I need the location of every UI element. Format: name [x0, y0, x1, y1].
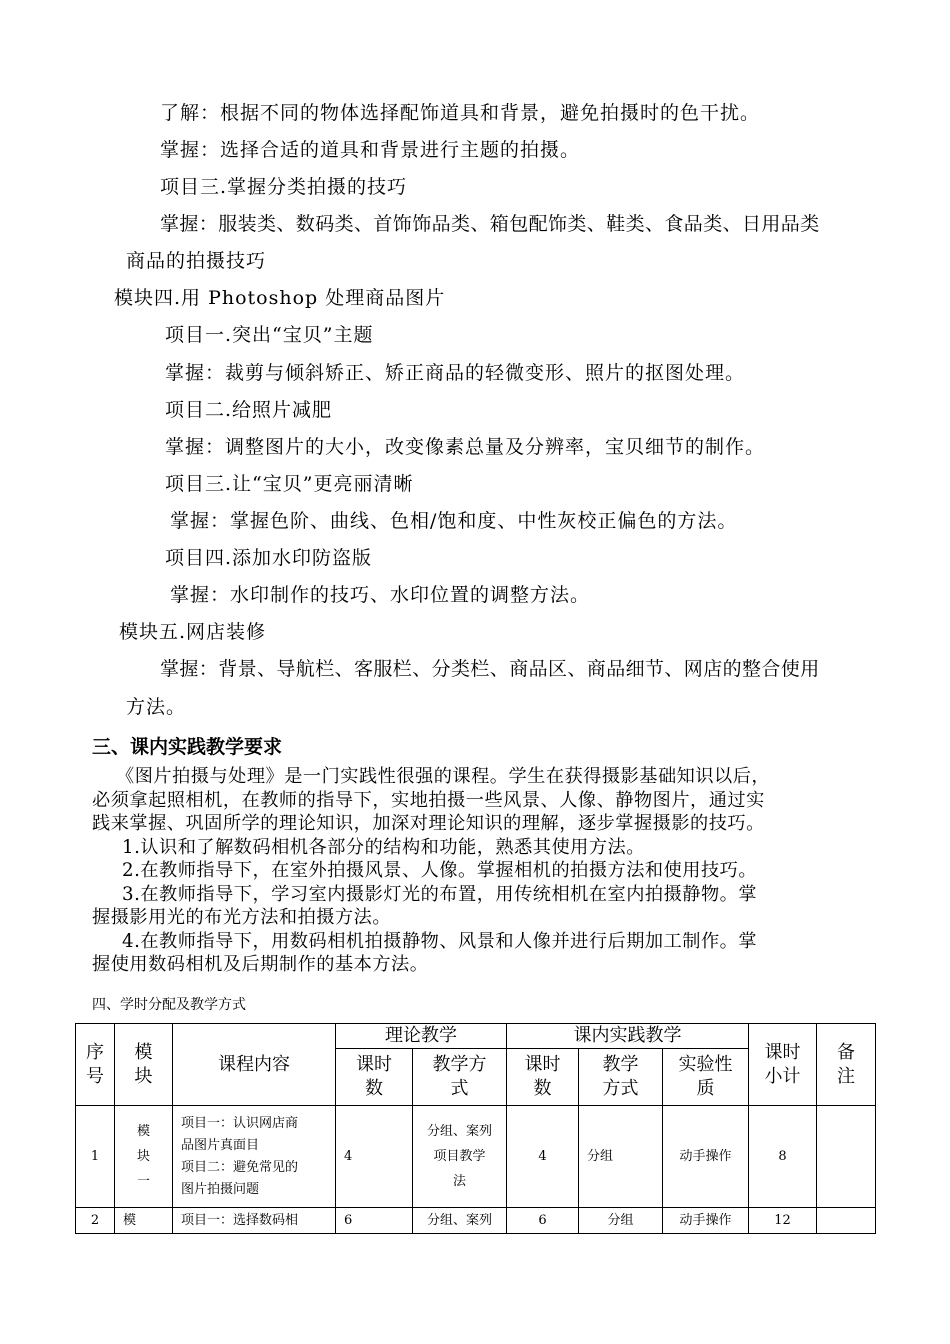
row-practice-method: 分组	[579, 1208, 663, 1234]
header-theory-method: 教学方 式	[413, 1049, 507, 1106]
row-seq: 1	[76, 1106, 115, 1208]
section-title-4: 四、学时分配及教学方式	[92, 997, 246, 1013]
row-content: 项目一：认识网店商 品图片真面目 项目二：避免常见的 图片拍摄问题	[173, 1106, 336, 1208]
row-theory-hours: 4	[336, 1106, 413, 1208]
header-content: 课程内容	[173, 1024, 336, 1106]
text-line: 方法。	[126, 696, 187, 718]
row-note	[817, 1208, 876, 1234]
text-line: 项目一.突出“宝贝”主题	[165, 324, 374, 346]
text-line: 掌握：水印制作的技巧、水印位置的调整方法。	[170, 584, 591, 606]
header-subtotal: 课时 小计	[749, 1024, 817, 1106]
text-line: 掌握：裁剪与倾斜矫正、矫正商品的轻微变形、照片的抠图处理。	[165, 362, 746, 384]
text-line: 掌握：背景、导航栏、客服栏、分类栏、商品区、商品细节、网店的整合使用	[160, 658, 820, 680]
text-line: 项目四.添加水印防盗版	[165, 547, 373, 569]
header-practice-hours: 课时 数	[507, 1049, 579, 1106]
text-line: 商品的拍摄技巧	[126, 250, 267, 272]
requirement-4: 4.在教师指导下，用数码相机拍摄静物、风景和人像并进行后期加工制作。掌	[122, 930, 758, 952]
requirement-1: 1.认识和了解数码相机各部分的结构和功能，熟悉其使用方法。	[122, 836, 645, 858]
header-nature: 实验性 质	[663, 1049, 749, 1106]
text-line: 项目三.掌握分类拍摄的技巧	[160, 176, 408, 198]
header-seq: 序 号	[76, 1024, 115, 1106]
intro-paragraph	[92, 765, 870, 977]
para-line: 《图片拍摄与处理》是一门实践性很强的课程。学生在获得摄影基础知识以后，	[116, 766, 771, 787]
row-seq: 2	[76, 1208, 115, 1234]
text-line: 了解：根据不同的物体选择配饰道具和背景，避免拍摄时的色干扰。	[160, 102, 761, 124]
text-line: 项目三.让“宝贝”更亮丽清晰	[165, 473, 414, 495]
section-title: 三、课内实践教学要求	[92, 736, 283, 758]
requirement-3: 3.在教师指导下，学习室内摄影灯光的布置，用传统相机在室内拍摄静物。掌	[122, 883, 758, 905]
text-line: 掌握：选择合适的道具和背景进行主题的拍摄。	[160, 139, 581, 161]
row-theory-hours: 6	[336, 1208, 413, 1234]
header-theory: 理论教学	[336, 1024, 507, 1049]
row-module: 模	[115, 1208, 173, 1234]
module-heading: 模块五.网店装修	[119, 621, 267, 643]
requirement-4-cont: 握使用数码相机及后期制作的基本方法。	[92, 954, 429, 975]
header-note: 备 注	[817, 1024, 876, 1106]
text-line: 掌握：掌握色阶、曲线、色相/饱和度、中性灰校正偏色的方法。	[170, 510, 738, 532]
row-practice-method: 分组	[579, 1106, 663, 1208]
text-line: 掌握：服装类、数码类、首饰饰品类、箱包配饰类、鞋类、食品类、日用品类	[160, 213, 820, 235]
text-line: 掌握：调整图片的大小，改变像素总量及分辨率，宝贝细节的制作。	[165, 436, 766, 458]
header-practice: 课内实践教学	[507, 1024, 749, 1049]
row-note	[817, 1106, 876, 1208]
hours-table	[75, 1023, 876, 1234]
module-heading: 模块四.用 Photoshop 处理商品图片	[114, 287, 446, 309]
table-row	[76, 1106, 876, 1208]
header-practice-method: 教学 方式	[579, 1049, 663, 1106]
para-line: 必须拿起照相机，在教师的指导下，实地拍摄一些风景、人像、静物图片，通过实	[92, 789, 765, 811]
header-theory-hours: 课时 数	[336, 1049, 413, 1106]
para-line: 践来掌握、巩固所学的理论知识，加深对理论知识的理解，逐步掌握摄影的技巧。	[92, 813, 765, 834]
row-nature: 动手操作	[663, 1106, 749, 1208]
row-subtotal: 12	[749, 1208, 817, 1234]
header-module: 模 块	[115, 1024, 173, 1106]
table-row	[76, 1208, 876, 1234]
row-theory-method: 分组、案列 项目教学 法	[413, 1106, 507, 1208]
row-nature: 动手操作	[663, 1208, 749, 1234]
row-practice-hours: 6	[507, 1208, 579, 1234]
requirement-2: 2.在教师指导下，在室外拍摄风景、人像。掌握相机的拍摄方法和使用技巧。	[122, 860, 758, 881]
text-line: 项目二.给照片减肥	[165, 399, 333, 421]
requirement-3-cont: 握摄影用光的布光方法和拍摄方法。	[92, 907, 392, 928]
row-practice-hours: 4	[507, 1106, 579, 1208]
row-theory-method: 分组、案列	[413, 1208, 507, 1234]
row-module: 模 块 一	[115, 1106, 173, 1208]
row-content: 项目一：选择数码相	[173, 1208, 336, 1234]
row-subtotal: 8	[749, 1106, 817, 1208]
